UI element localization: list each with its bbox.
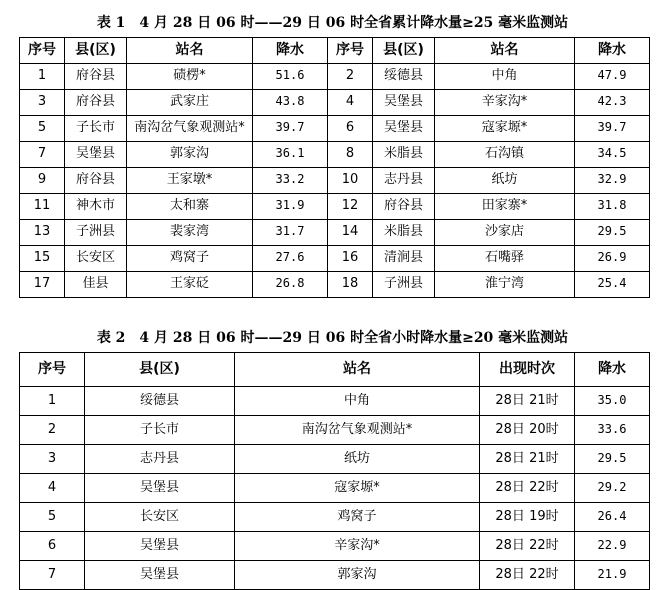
cell-text: 绥德县 [383, 68, 423, 83]
cell-text: 王家墩* [166, 172, 213, 187]
cell-text: 府谷县 [75, 68, 115, 83]
column-header: 站名 [235, 353, 480, 387]
cell-text: 清涧县 [383, 250, 423, 265]
table-cell [20, 90, 65, 116]
cell-text: 佳县 [82, 276, 109, 291]
table-cell [20, 64, 65, 90]
table-cell [373, 220, 435, 246]
table-cell [328, 90, 373, 116]
table-cell [20, 272, 65, 298]
table-cell [235, 416, 480, 445]
table-cell [328, 116, 373, 142]
cell-text: 26.9 [597, 250, 627, 264]
column-header: 县(区) [85, 353, 235, 387]
table-cell [65, 64, 127, 90]
cell-text: 4 [47, 479, 57, 495]
table-row [20, 416, 650, 445]
cell-text: 6 [345, 120, 355, 135]
cell-text: 5 [47, 508, 57, 524]
cell-text: 纸坊 [343, 450, 370, 466]
cell-text: 28日 22时 [495, 537, 559, 553]
cell-text: 13 [33, 224, 51, 239]
table-cell [480, 387, 575, 416]
cell-text: 22.9 [597, 537, 627, 552]
cell-text: 39.7 [275, 120, 305, 134]
cell-text: 绥德县 [139, 392, 179, 408]
cell-text: 7 [37, 146, 47, 161]
table-cell [65, 272, 127, 298]
table-row [20, 220, 650, 246]
hourly-precipitation-table [19, 352, 650, 590]
table-cell [20, 168, 65, 194]
cell-text: 吴堡县 [139, 566, 179, 582]
table-row [20, 272, 650, 298]
cell-text: 43.8 [275, 94, 305, 108]
table-cell [85, 532, 235, 561]
table-cell [127, 246, 253, 272]
cell-text: 33.6 [597, 421, 627, 436]
table-cell [575, 272, 650, 298]
table-cell [328, 64, 373, 90]
cell-text: 10 [341, 172, 359, 187]
table-row [20, 64, 650, 90]
cell-text: 子长市 [139, 421, 179, 437]
cell-text: 纸坊 [491, 172, 518, 187]
cell-text: 14 [341, 224, 359, 239]
table-row [20, 116, 650, 142]
table-row [20, 90, 650, 116]
table-header-row [20, 38, 650, 64]
table-cell [328, 142, 373, 168]
table-cell [373, 246, 435, 272]
table-cell [20, 116, 65, 142]
table-cell [253, 116, 328, 142]
table-cell [127, 220, 253, 246]
table-cell [575, 445, 650, 474]
table-cell [20, 474, 85, 503]
table-cell [127, 168, 253, 194]
cell-text: 8 [345, 146, 355, 161]
table-cell [127, 142, 253, 168]
cell-text: 志丹县 [383, 172, 423, 187]
cell-text: 石沟镇 [484, 146, 524, 161]
table-cell [435, 64, 575, 90]
cell-text: 1 [37, 68, 47, 83]
table-cell [373, 142, 435, 168]
cell-text: 武家庄 [169, 94, 209, 109]
table-cell [480, 416, 575, 445]
table-cell [20, 246, 65, 272]
table-row [20, 474, 650, 503]
cell-text: 裴家湾 [169, 224, 209, 239]
table-cell [20, 416, 85, 445]
cell-text: 郭家沟 [169, 146, 209, 161]
cell-text: 寇家塬* [334, 479, 380, 495]
table-cell [235, 532, 480, 561]
column-header: 县(区) [373, 38, 435, 64]
cell-text: 石嘴驿 [484, 250, 524, 265]
cell-text: 28日 22时 [495, 479, 559, 495]
table-row [20, 142, 650, 168]
table-cell [373, 194, 435, 220]
table-cell [328, 194, 373, 220]
cell-text: 2 [47, 421, 57, 437]
cell-text: 15 [33, 250, 51, 265]
table2-caption: 表 2 4 月 28 日 06 时——29 日 06 时全省小时降水量≥20 毫米监测站 [96, 330, 569, 346]
cell-text: 南沟岔气象观测站* [301, 421, 413, 437]
table-row [20, 246, 650, 272]
table-row [20, 445, 650, 474]
table-cell [328, 168, 373, 194]
cell-text: 9 [37, 172, 47, 187]
column-header: 站名 [127, 38, 253, 64]
cell-text: 42.3 [597, 94, 627, 108]
table-cell [575, 561, 650, 590]
table-cell [575, 194, 650, 220]
table-cell [435, 142, 575, 168]
cell-text: 25.4 [597, 276, 627, 290]
table-cell [127, 116, 253, 142]
cell-text: 26.8 [275, 276, 305, 290]
table-cell [20, 142, 65, 168]
table-cell [575, 532, 650, 561]
cell-text: 辛家沟* [334, 537, 380, 553]
table-cell [480, 561, 575, 590]
table-cell [20, 561, 85, 590]
cell-text: 南沟岔气象观测站* [134, 120, 245, 135]
table-cell [480, 532, 575, 561]
table-cell [373, 168, 435, 194]
cell-text: 4 [345, 94, 355, 109]
table-cell [435, 272, 575, 298]
table-cell [435, 246, 575, 272]
table-cell [435, 168, 575, 194]
table-cell [85, 474, 235, 503]
column-header: 序号 [328, 38, 373, 64]
table-cell [20, 220, 65, 246]
cell-text: 府谷县 [383, 198, 423, 213]
cell-text: 府谷县 [75, 172, 115, 187]
cell-text: 寇家塬* [481, 120, 528, 135]
table-cell [253, 220, 328, 246]
table-cell [575, 416, 650, 445]
cell-text: 36.1 [275, 146, 305, 160]
cell-text: 鸡窝子 [169, 250, 209, 265]
cell-text: 28日 21时 [495, 392, 559, 408]
column-header: 降水 [575, 353, 650, 387]
column-header: 站名 [435, 38, 575, 64]
table-cell [127, 272, 253, 298]
cell-text: 3 [37, 94, 47, 109]
cell-text: 吴堡县 [383, 94, 423, 109]
table-cell [373, 116, 435, 142]
table-cell [20, 503, 85, 532]
cell-text: 7 [47, 566, 57, 582]
table-cell [253, 142, 328, 168]
table-cell [235, 503, 480, 532]
table-cell [65, 116, 127, 142]
table-cell [575, 220, 650, 246]
table-cell [480, 445, 575, 474]
cell-text: 田家寨* [481, 198, 528, 213]
cell-text: 子洲县 [75, 224, 115, 239]
table-cell [575, 90, 650, 116]
column-header: 序号 [20, 38, 65, 64]
table1-caption: 表 1 4 月 28 日 06 时——29 日 06 时全省累计降水量≥25 毫米监测站 [96, 15, 569, 31]
table-cell [85, 387, 235, 416]
column-header: 县(区) [65, 38, 127, 64]
table-cell [65, 246, 127, 272]
cell-text: 米脂县 [383, 224, 423, 239]
cell-text: 18 [341, 276, 359, 291]
cell-text: 府谷县 [75, 94, 115, 109]
table-cell [127, 64, 253, 90]
table-cell [373, 272, 435, 298]
cell-text: 12 [341, 198, 359, 213]
cell-text: 鸡窝子 [337, 508, 377, 524]
table-cell [480, 474, 575, 503]
table-cell [253, 246, 328, 272]
table-row [20, 194, 650, 220]
cell-text: 吴堡县 [75, 146, 115, 161]
table-cell [575, 474, 650, 503]
cell-text: 子长市 [75, 120, 115, 135]
table-cell [235, 561, 480, 590]
column-header: 降水 [253, 38, 328, 64]
table-cell [575, 387, 650, 416]
cell-text: 中角 [343, 392, 370, 408]
table-cell [575, 116, 650, 142]
table-cell [20, 532, 85, 561]
cell-text: 碛楞* [173, 68, 206, 83]
cell-text: 51.6 [275, 68, 305, 82]
cell-text: 吴堡县 [139, 479, 179, 495]
cell-text: 子洲县 [383, 276, 423, 291]
cell-text: 辛家沟* [481, 94, 528, 109]
table-row [20, 387, 650, 416]
table-cell [235, 474, 480, 503]
cell-text: 29.5 [597, 224, 627, 238]
cell-text: 28日 22时 [495, 566, 559, 582]
cell-text: 吴堡县 [139, 537, 179, 553]
table-cell [435, 194, 575, 220]
cell-text: 27.6 [275, 250, 305, 264]
table-cell [253, 272, 328, 298]
cell-text: 长安区 [75, 250, 115, 265]
table-cell [85, 416, 235, 445]
cell-text: 28日 19时 [495, 508, 559, 524]
cell-text: 29.2 [597, 479, 627, 494]
table-cell [65, 220, 127, 246]
cell-text: 长安区 [139, 508, 179, 524]
table-row [20, 168, 650, 194]
column-header: 序号 [20, 353, 85, 387]
cell-text: 17 [33, 276, 51, 291]
cell-text: 米脂县 [383, 146, 423, 161]
cell-text: 47.9 [597, 68, 627, 82]
table-cell [20, 445, 85, 474]
cell-text: 1 [47, 392, 57, 408]
table-cell [65, 90, 127, 116]
table-cell [575, 246, 650, 272]
table-cell [65, 168, 127, 194]
cell-text: 39.7 [597, 120, 627, 134]
cell-text: 28日 20时 [495, 421, 559, 437]
cell-text: 淮宁湾 [484, 276, 524, 291]
cell-text: 31.8 [597, 198, 627, 212]
table-cell [253, 194, 328, 220]
table-cell [65, 142, 127, 168]
cell-text: 郭家沟 [337, 566, 377, 582]
table-row [20, 561, 650, 590]
table-cell [253, 168, 328, 194]
cell-text: 吴堡县 [383, 120, 423, 135]
table-row [20, 503, 650, 532]
cell-text: 16 [341, 250, 359, 265]
table-cell [575, 503, 650, 532]
cell-text: 5 [37, 120, 47, 135]
cell-text: 32.9 [597, 172, 627, 186]
cell-text: 21.9 [597, 566, 627, 581]
table-cell [480, 503, 575, 532]
table-cell [575, 142, 650, 168]
cell-text: 神木市 [75, 198, 115, 213]
cell-text: 35.0 [597, 392, 627, 407]
table-cell [85, 561, 235, 590]
table-cell [328, 272, 373, 298]
table-cell [235, 445, 480, 474]
table-cell [65, 194, 127, 220]
column-header: 出现时次 [480, 353, 575, 387]
table-cell [20, 194, 65, 220]
table-cell [575, 168, 650, 194]
cell-text: 中角 [491, 68, 518, 83]
column-header: 降水 [575, 38, 650, 64]
cell-text: 6 [47, 537, 57, 553]
table-cell [253, 64, 328, 90]
cell-text: 34.5 [597, 146, 627, 160]
table-cell [435, 220, 575, 246]
cell-text: 29.5 [597, 450, 627, 465]
cell-text: 3 [47, 450, 57, 466]
table-cell [253, 90, 328, 116]
cell-text: 志丹县 [139, 450, 179, 466]
table-cell [328, 220, 373, 246]
table-cell [127, 194, 253, 220]
cell-text: 31.7 [275, 224, 305, 238]
table-cell [328, 246, 373, 272]
cell-text: 王家砭 [169, 276, 209, 291]
cell-text: 2 [345, 68, 355, 83]
table-cell [85, 445, 235, 474]
cell-text: 31.9 [275, 198, 305, 212]
cell-text: 11 [33, 198, 51, 213]
cell-text: 26.4 [597, 508, 627, 523]
table-cell [373, 90, 435, 116]
table-row [20, 532, 650, 561]
table-cell [435, 116, 575, 142]
table-cell [435, 90, 575, 116]
table-cell [373, 64, 435, 90]
cell-text: 太和寨 [169, 198, 209, 213]
cell-text: 33.2 [275, 172, 305, 186]
table-cell [235, 387, 480, 416]
table-cell [85, 503, 235, 532]
cell-text: 沙家店 [484, 224, 524, 239]
table-cell [127, 90, 253, 116]
table-cell [20, 387, 85, 416]
cell-text: 28日 21时 [495, 450, 559, 466]
table-cell [575, 64, 650, 90]
cumulative-precipitation-table [19, 37, 650, 298]
table-header-row [20, 353, 650, 387]
